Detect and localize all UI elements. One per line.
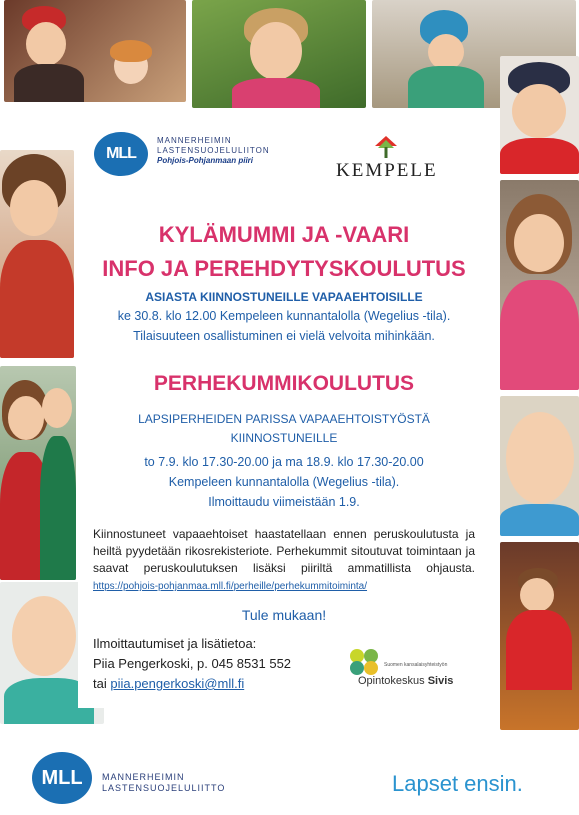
contact-line-1: Ilmoittautumiset ja lisätietoa: (93, 636, 257, 651)
mll-logo: MLL (94, 132, 148, 176)
sivis-name (358, 675, 453, 687)
section2-audience-1: LAPSIPERHEIDEN PARISSA VAPAAEHTOISTYÖSTÄ (138, 412, 430, 426)
contact-prefix: tai (93, 676, 111, 691)
title-line-1: KYLÄMUMMI JA -VAARI (158, 222, 410, 247)
section2-detail-1: to 7.9. klo 17.30-20.00 ja ma 18.9. klo 17.30-20.00 (144, 455, 424, 469)
footer-line-1: MANNERHEIMIN (102, 772, 185, 782)
photo-woman-hat (500, 56, 579, 174)
contact-email-link[interactable]: piia.pengerkoski@mll.fi (110, 676, 245, 691)
footer-mll-logo: MLL (32, 752, 92, 804)
mll-line-2: LASTENSUOJELULIITON (157, 146, 270, 155)
kempele-logo-text: KEMPELE (336, 160, 438, 181)
mll-line-1: MANNERHEIMIN (157, 136, 232, 145)
info-paragraph (93, 526, 475, 595)
slogan: Lapset ensin. (392, 771, 523, 796)
photo-boy-swing-right (500, 542, 579, 730)
sivis-flower-icon (347, 646, 381, 678)
section1-detail-1: ke 30.8. klo 12.00 Kempeleen kunnantalolla (Wegelius -tila). (117, 309, 451, 323)
photo-baby-right (500, 396, 579, 536)
contact-line-2: Piia Pengerkoski, p. 045 8531 552 (93, 656, 292, 671)
section1-detail-2: Tilaisuuteen osallistuminen ei vielä velvoita mihinkään. (133, 329, 435, 343)
section2-audience-2: KIINNOSTUNEILLE (230, 431, 338, 445)
section2-title: PERHEKUMMIKOULUTUS (153, 372, 415, 395)
sivis-small-text: Suomen kansalaisyhteistyön (384, 662, 448, 668)
sivis-name-2: Sivis (427, 675, 454, 687)
title-line-2: INFO JA PEREHDYTYSKOULUTUS (102, 256, 466, 281)
photo-girl-right (500, 180, 579, 390)
sivis-name-1: Opintokeskus (358, 675, 428, 687)
photo-woman-left (0, 150, 74, 358)
section1-audience: ASIASTA KIINNOSTUNEILLE VAPAAEHTOISILLE (145, 290, 423, 304)
mll-line-3: Pohjois-Pohjanmaan piiri (157, 156, 254, 165)
section2-detail-2: Kempeleen kunnantalolla (Wegelius -tila). (168, 475, 400, 489)
footer-line-2: LASTENSUOJELULIITTO (102, 783, 226, 793)
info-text: Kiinnostuneet vapaaehtoiset haastatellaan ennen peruskoulutusta ja heiltä pyydetään rikosrekisteriote. Perhekummit sitoutuvat toimintaan ja saavat peruskoulutuksen lisäksi piiriltä ammatillista ohjausta. (93, 527, 475, 575)
footer-mll-name (102, 772, 225, 794)
section2-detail-3: Ilmoittaudu viimeistään 1.9. (208, 495, 360, 509)
photo-girl-tree (192, 0, 366, 108)
contact-line-3 (93, 674, 291, 694)
photo-grandfather-child (4, 0, 186, 102)
perhekummi-link[interactable]: https://pohjois-pohjanmaa.mll.fi/perheille/perhekummitoiminta/ (93, 581, 368, 592)
contact-block (93, 634, 291, 694)
kempele-tree-icon (371, 134, 401, 160)
invite-text: Tule mukaan! (241, 607, 327, 623)
photo-teens (0, 366, 76, 580)
mll-district-name (157, 136, 270, 166)
